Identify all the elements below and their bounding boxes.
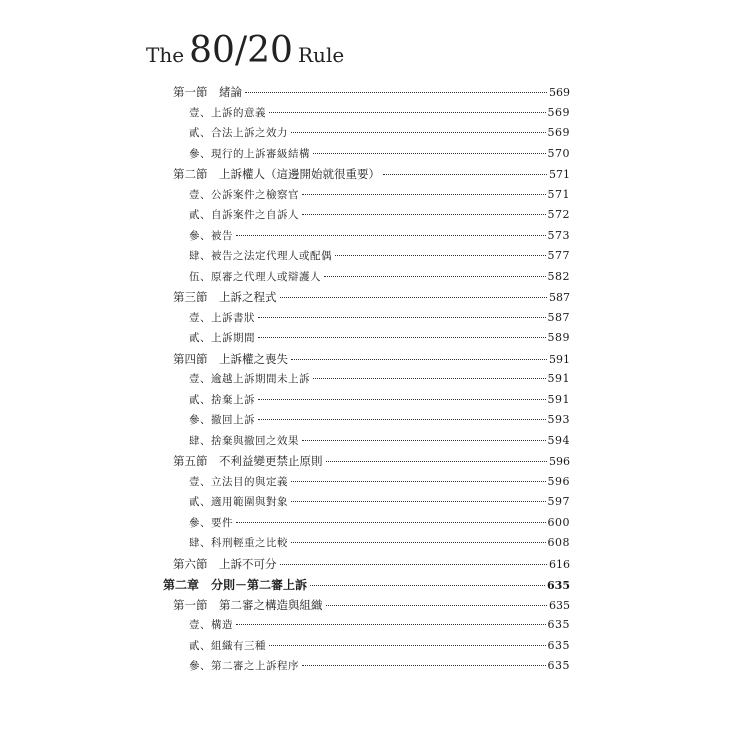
- toc-entry-page: 570: [547, 146, 570, 160]
- toc-entry-page: 608: [547, 536, 570, 549]
- toc-entry-label: 第二章 分則－第二審上訴: [163, 578, 308, 592]
- dot-leader: [310, 585, 545, 586]
- toc-entry: [189, 412, 570, 432]
- toc-entry-page: 587: [547, 310, 570, 324]
- toc-entry: [189, 658, 570, 678]
- dot-leader: [280, 564, 548, 565]
- toc-entry-label: 伍、原審之代理人或辯護人: [189, 270, 321, 283]
- toc-entry-page: 616: [549, 557, 570, 571]
- toc-entry-label: 參、第二審之上訴程序: [189, 660, 299, 672]
- dot-leader: [326, 461, 548, 462]
- toc-entry: [189, 617, 570, 637]
- toc-entry-page: 587: [549, 291, 570, 304]
- dot-leader: [258, 419, 546, 420]
- toc-entry-page: 589: [547, 331, 570, 344]
- toc-entry-page: 600: [547, 515, 570, 529]
- toc-entry-page: 635: [547, 659, 570, 672]
- toc-entry-label: 壹、公訴案件之檢察官: [189, 188, 299, 201]
- toc-entry: [163, 576, 570, 596]
- toc-entry: [173, 597, 570, 617]
- toc-entry-page: 594: [547, 433, 570, 447]
- dot-leader: [302, 440, 546, 441]
- dot-leader: [324, 276, 546, 277]
- toc-entry-label: 參、被告: [189, 229, 233, 242]
- running-header: [146, 30, 344, 71]
- dot-leader: [302, 214, 546, 215]
- toc-entry-label: 貳、自訴案件之自訴人: [189, 209, 299, 221]
- toc-entry-page: 635: [549, 598, 570, 612]
- header-prefix: The: [146, 43, 185, 67]
- toc-entry: [189, 228, 570, 248]
- dot-leader: [291, 359, 547, 360]
- dot-leader: [280, 297, 548, 298]
- toc-entry-label: 貳、捨棄上訴: [189, 393, 255, 406]
- toc-entry-page: 577: [547, 249, 570, 262]
- toc-entry-label: 肆、捨棄與撤回之效果: [189, 434, 299, 447]
- dot-leader: [302, 194, 546, 195]
- dot-leader: [383, 174, 547, 175]
- toc-entry: [189, 207, 570, 227]
- toc-entry-label: 第五節 不利益變更禁止原則: [173, 454, 323, 468]
- toc-entry-label: 肆、被告之法定代理人或配偶: [189, 250, 332, 262]
- toc-entry-label: 第六節 上訴不可分: [173, 556, 277, 571]
- toc-entry: [189, 125, 570, 145]
- toc-entry: [189, 146, 570, 166]
- toc-entry-page: 635: [547, 618, 570, 631]
- toc-entry: [173, 351, 570, 371]
- toc-entry: [173, 453, 570, 473]
- toc-entry-page: 573: [547, 228, 570, 242]
- toc-entry-label: 第一節 緒論: [173, 85, 242, 99]
- dot-leader: [291, 542, 546, 543]
- dot-leader: [313, 378, 546, 379]
- toc-entry-label: 貳、上訴期間: [189, 332, 255, 344]
- toc-entry-label: 壹、上訴的意義: [189, 106, 266, 119]
- dot-leader: [269, 112, 546, 113]
- header-suffix: Rule: [298, 43, 345, 67]
- toc-entry-label: 第一節 第二審之構造與組織: [173, 597, 323, 612]
- toc-entry: [189, 433, 570, 453]
- toc-entry: [173, 289, 570, 309]
- dot-leader: [236, 522, 546, 523]
- toc-entry: [189, 330, 570, 350]
- toc-entry-page: 635: [547, 579, 570, 592]
- toc-entry-page: 596: [549, 455, 570, 468]
- toc-entry: [173, 84, 570, 104]
- dot-leader: [269, 645, 546, 646]
- toc-entry-label: 第二節 上訴權人（這邊開始就很重要）: [173, 167, 380, 181]
- toc-entry: [189, 535, 570, 555]
- toc-entry-label: 壹、逾越上訴期間未上訴: [189, 373, 310, 385]
- toc-entry: [189, 248, 570, 268]
- toc-entry-page: 572: [547, 208, 570, 221]
- toc-entry-label: 壹、構造: [189, 619, 233, 631]
- dot-leader: [258, 337, 546, 338]
- toc-entry-page: 591: [547, 372, 570, 385]
- dot-leader: [326, 605, 548, 606]
- toc-entry-page: 591: [549, 352, 570, 366]
- dot-leader: [291, 501, 546, 502]
- dot-leader: [258, 399, 546, 400]
- header-number: 80/20: [189, 30, 293, 71]
- toc-entry: [189, 638, 570, 658]
- toc-entry-page: 571: [549, 168, 570, 181]
- toc-entry-label: 貳、合法上訴之效力: [189, 127, 288, 139]
- toc-entry-label: 第四節 上訴權之喪失: [173, 351, 288, 366]
- toc-entry: [189, 371, 570, 391]
- toc-entry: [189, 494, 570, 514]
- dot-leader: [291, 132, 546, 133]
- toc-entry-label: 貳、組織有三種: [189, 639, 266, 652]
- dot-leader: [236, 235, 546, 236]
- dot-leader: [258, 317, 546, 318]
- toc-entry-label: 參、現行的上訴審級結構: [189, 147, 310, 160]
- toc-entry-label: 第三節 上訴之程式: [173, 290, 277, 304]
- dot-leader: [236, 624, 546, 625]
- toc-entry-label: 參、撤回上訴: [189, 414, 255, 426]
- toc-entry: [173, 556, 570, 576]
- toc-entry-page: 569: [549, 86, 570, 99]
- toc-entry-page: 596: [547, 474, 570, 488]
- toc-entry: [189, 187, 570, 207]
- toc-entry: [189, 105, 570, 125]
- toc-entry-page: 635: [547, 638, 570, 652]
- dot-leader: [335, 255, 546, 256]
- toc-entry-label: 肆、科刑輕重之比較: [189, 537, 288, 549]
- toc-entry-label: 貳、適用範圍與對象: [189, 496, 288, 508]
- toc-entry-page: 569: [547, 105, 570, 119]
- dot-leader: [302, 665, 546, 666]
- toc-entry-label: 壹、立法目的與定義: [189, 475, 288, 488]
- toc-entry-page: 582: [547, 269, 570, 283]
- toc-entry: [189, 392, 570, 412]
- toc-entry-page: 571: [547, 187, 570, 201]
- toc-entry: [189, 474, 570, 494]
- toc-entry: [189, 515, 570, 535]
- toc-entry: [189, 310, 570, 330]
- toc-entry-page: 593: [547, 413, 570, 426]
- toc-entry-page: 591: [547, 392, 570, 406]
- dot-leader: [313, 153, 546, 154]
- dot-leader: [291, 481, 546, 482]
- toc-entry-label: 壹、上訴書狀: [189, 311, 255, 324]
- dot-leader: [245, 92, 547, 93]
- toc-entry: [173, 166, 570, 186]
- toc-entry: [189, 269, 570, 289]
- toc-entry-page: 569: [547, 126, 570, 139]
- toc-entry-page: 597: [547, 495, 570, 508]
- toc-entry-label: 參、要件: [189, 516, 233, 529]
